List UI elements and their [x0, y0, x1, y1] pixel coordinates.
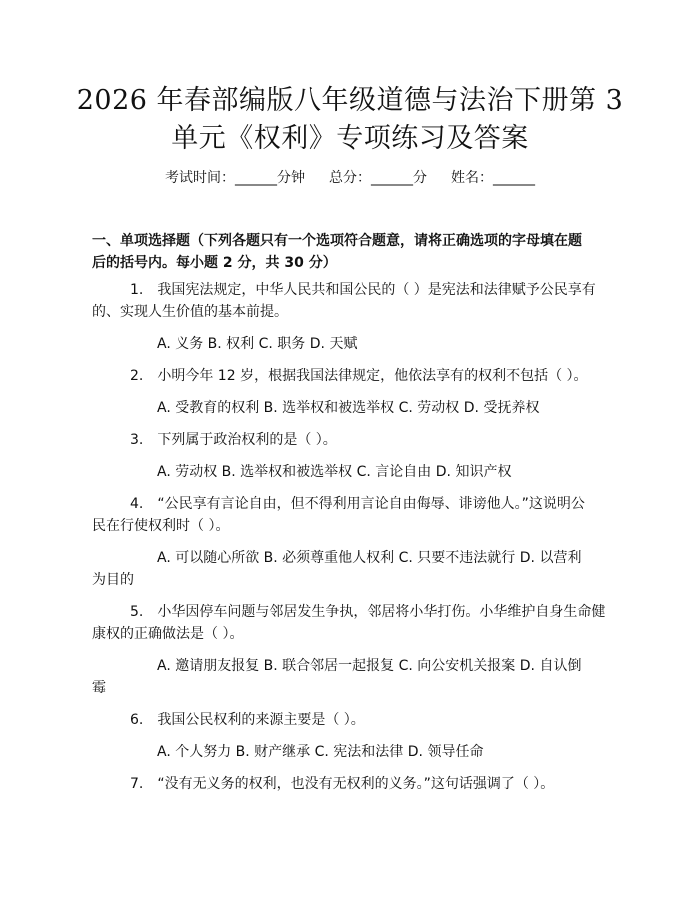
exam-time-field: 考试时间：______分钟 — [165, 170, 305, 186]
question-3-line-1: 3. 下列属于政治权利的是（ ）。 — [130, 432, 337, 448]
question-4-options: A. 可以随心所欲 B. 必须尊重他人权利 C. 只要不违法就行 D. 以营利 — [157, 550, 582, 566]
question-1-options: A. 义务 B. 权利 C. 职务 D. 天赋 — [157, 336, 358, 352]
question-2-line-1: 2. 小明今年 12 岁，根据我国法律规定，他依法享有的权利不包括（ ）。 — [130, 368, 588, 384]
exam-meta — [60, 167, 640, 187]
question-2-options: A. 受教育的权利 B. 选举权和被选举权 C. 劳动权 D. 受抚养权 — [157, 400, 540, 416]
question-4-line-2: 民在行使权利时（ ）。 — [92, 518, 230, 534]
question-5-line-1: 5. 小华因停车问题与邻居发生争执，邻居将小华打伤。小华维护自身生命健 — [130, 604, 606, 620]
question-4-line-1: 4. “公民享有言论自由，但不得利用言论自由侮辱、诽谤他人。”这说明公 — [130, 496, 585, 512]
page-title-line-2: 单元《权利》专项练习及答案 — [171, 123, 529, 154]
total-score-field: 总分：______分 — [329, 170, 427, 186]
question-5-options-cont: 霉 — [92, 680, 106, 696]
question-5-line-2: 康权的正确做法是（ ）。 — [92, 626, 244, 642]
question-1-line-2: 的、实现人生价值的基本前提。 — [92, 304, 288, 320]
student-name-field: 姓名：______ — [451, 170, 535, 186]
question-6-options: A. 个人努力 B. 财产继承 C. 宪法和法律 D. 领导任命 — [157, 744, 484, 760]
section-heading-line-2: 后的括号内。每小题 2 分，共 30 分） — [92, 255, 337, 271]
question-7-line-1: 7. “没有无义务的权利，也没有无权利的义务。”这句话强调了（ ）。 — [130, 776, 555, 792]
page-title-line-1: 2026 年春部编版八年级道德与法治下册第 3 — [76, 85, 624, 116]
question-4-options-cont: 为目的 — [92, 572, 134, 588]
question-1-line-1: 1. 我国宪法规定，中华人民共和国公民的（ ）是宪法和法律赋予公民享有 — [130, 282, 596, 298]
question-3-options: A. 劳动权 B. 选举权和被选举权 C. 言论自由 D. 知识产权 — [157, 464, 512, 480]
section-heading-line-1: 一、单项选择题（下列各题只有一个选项符合题意，请将正确选项的字母填在题 — [92, 233, 582, 249]
section-heading — [92, 230, 622, 274]
question-5-options: A. 邀请朋友报复 B. 联合邻居一起报复 C. 向公安机关报案 D. 自认倒 — [157, 658, 582, 674]
question-6-line-1: 6. 我国公民权利的来源主要是（ ）。 — [130, 712, 365, 728]
